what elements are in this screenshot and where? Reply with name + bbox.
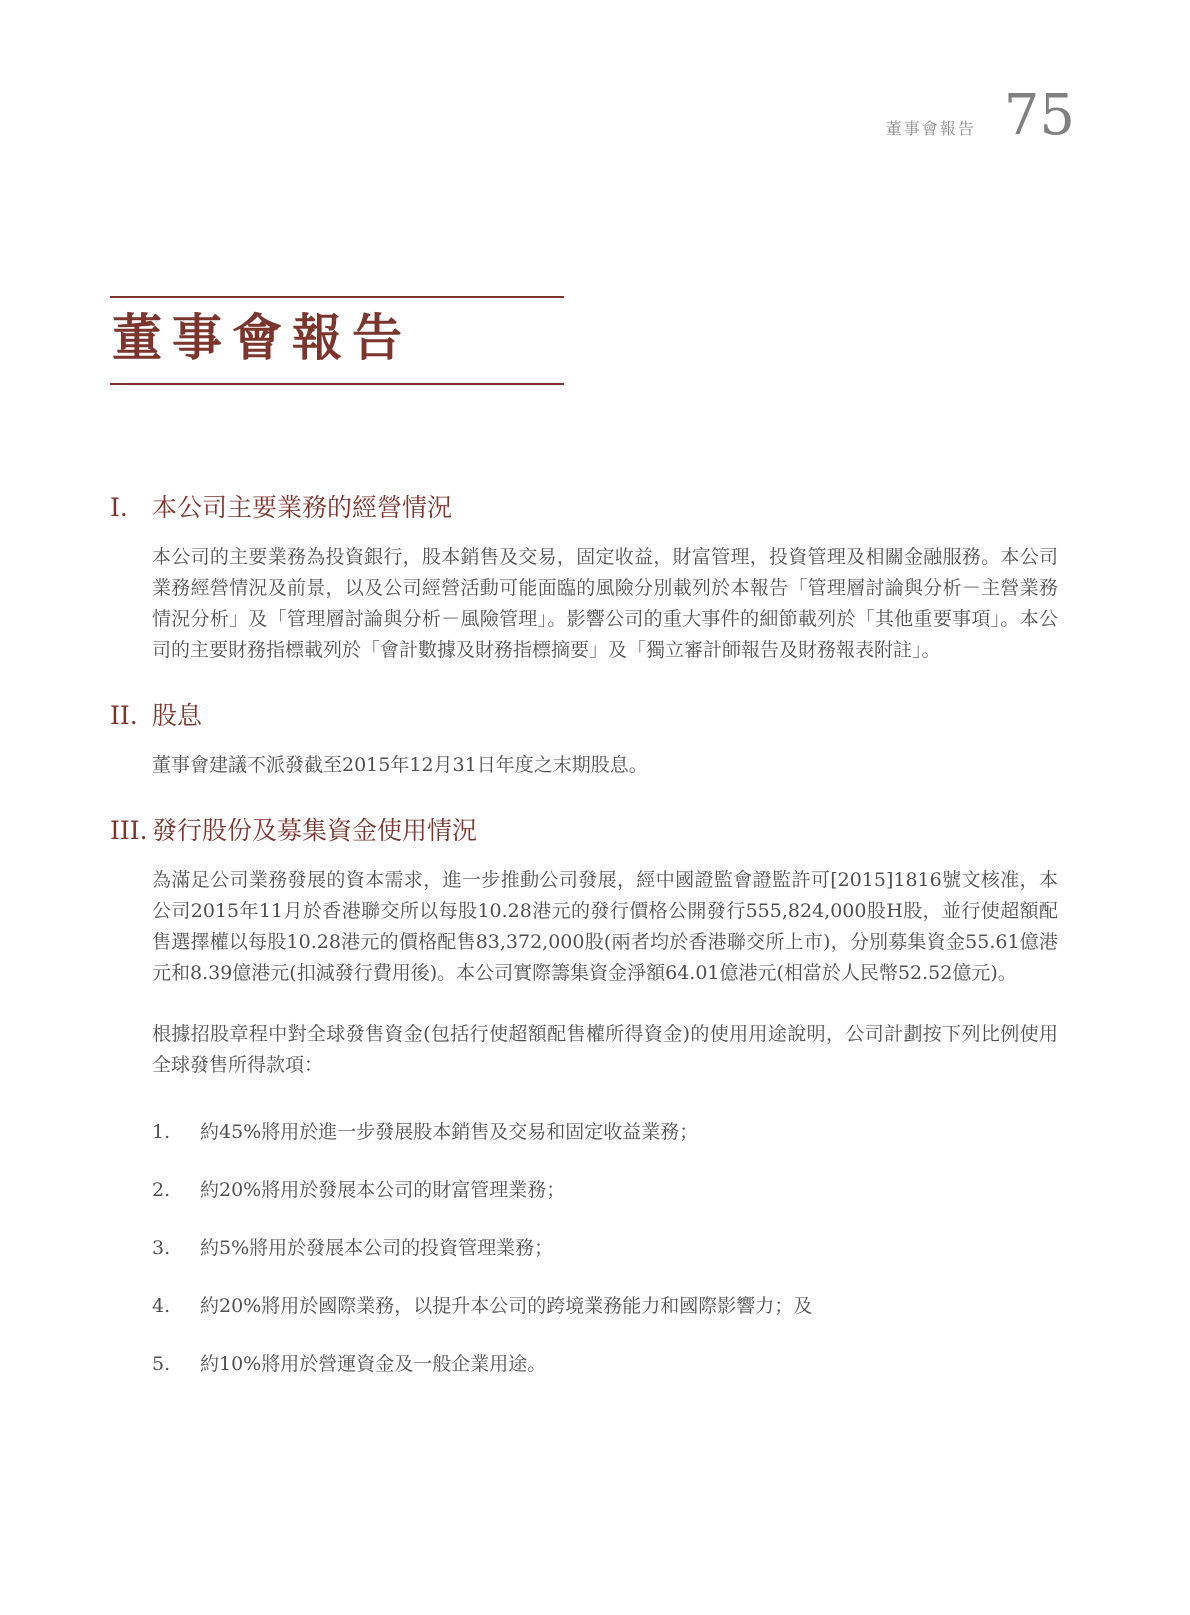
section-heading: [110, 696, 1058, 732]
page-title: 董事會報告: [112, 308, 412, 367]
header-section-label: 董事會報告: [885, 119, 976, 138]
section-share-issue-proceeds: [110, 811, 1058, 1379]
section-title: 股息: [152, 701, 203, 730]
section-heading: [110, 811, 1058, 847]
list-item-text: 約20%將用於發展本公司的財富管理業務；: [200, 1179, 566, 1201]
list-item-number: 4.: [152, 1295, 171, 1317]
list-item: [152, 1349, 1058, 1379]
list-item: [152, 1233, 1058, 1263]
list-item-number: 5.: [152, 1353, 171, 1375]
section-body: [152, 865, 1058, 1379]
list-item-text: 約45%將用於進一步發展股本銷售及交易和固定收益業務；: [200, 1121, 699, 1143]
list-item: [152, 1117, 1058, 1147]
list-item-number: 2.: [152, 1179, 171, 1201]
paragraph: 為滿足公司業務發展的資本需求，進一步推動公司發展，經中國證監會證監許可[2015]1816號文核准，本公司2015年11月於香港聯交所以每股10.28港元的發行價格公開發行555,824,000股H股，並行使超額配售選擇權以每股10.28港元的價格配售83,372,000股(兩者均於香港聯交所上市)，分別募集資金55.61億港元和8.39億港元(扣減發行費用後)。本公司實際籌集資金淨額64.01億港元(相當於人民幣52.52億元)。: [152, 869, 1058, 984]
list-item: [152, 1175, 1058, 1205]
paragraph: 根據招股章程中對全球發售資金(包括行使超額配售權所得資金)的使用用途說明，公司計劃按下列比例使用全球發售所得款項：: [152, 1023, 1058, 1076]
paragraph: 本公司的主要業務為投資銀行，股本銷售及交易，固定收益，財富管理，投資管理及相關金融服務。本公司業務經營情況及前景，以及公司經營活動可能面臨的風險分別載列於本報告「管理層討論與分析－主營業務情況分析」及「管理層討論與分析－風險管理」。影響公司的重大事件的細節載列於「其他重要事項」。本公司的主要財務指標載列於「會計數據及財務指標摘要」及「獨立審計師報告及財務報表附註」。: [152, 546, 1058, 661]
paragraph: 董事會建議不派發截至2015年12月31日年度之末期股息。: [152, 754, 648, 776]
section-dividend: [110, 696, 1058, 781]
section-body: [152, 750, 1058, 781]
list-item-number: 1.: [152, 1121, 171, 1143]
section-title: 發行股份及募集資金使用情況: [152, 816, 478, 845]
section-number: III.: [110, 816, 148, 845]
page-number: 75: [1003, 83, 1075, 148]
section-body: [152, 542, 1058, 666]
section-business-overview: [110, 488, 1058, 666]
running-header: [885, 83, 1075, 148]
title-block: [110, 296, 564, 385]
section-heading: [110, 488, 1058, 524]
section-number: II.: [110, 701, 138, 730]
list-item-text: 約20%將用於國際業務，以提升本公司的跨境業務能力和國際影響力；及: [200, 1295, 813, 1317]
document-content: [110, 488, 1058, 1407]
section-number: I.: [110, 493, 128, 522]
list-item: [152, 1291, 1058, 1321]
section-title: 本公司主要業務的經營情況: [152, 493, 453, 522]
list-item-text: 約10%將用於營運資金及一般企業用途。: [200, 1353, 547, 1375]
list-item-number: 3.: [152, 1237, 171, 1259]
use-of-proceeds-list: [152, 1117, 1058, 1379]
list-item-text: 約5%將用於發展本公司的投資管理業務；: [200, 1237, 554, 1259]
